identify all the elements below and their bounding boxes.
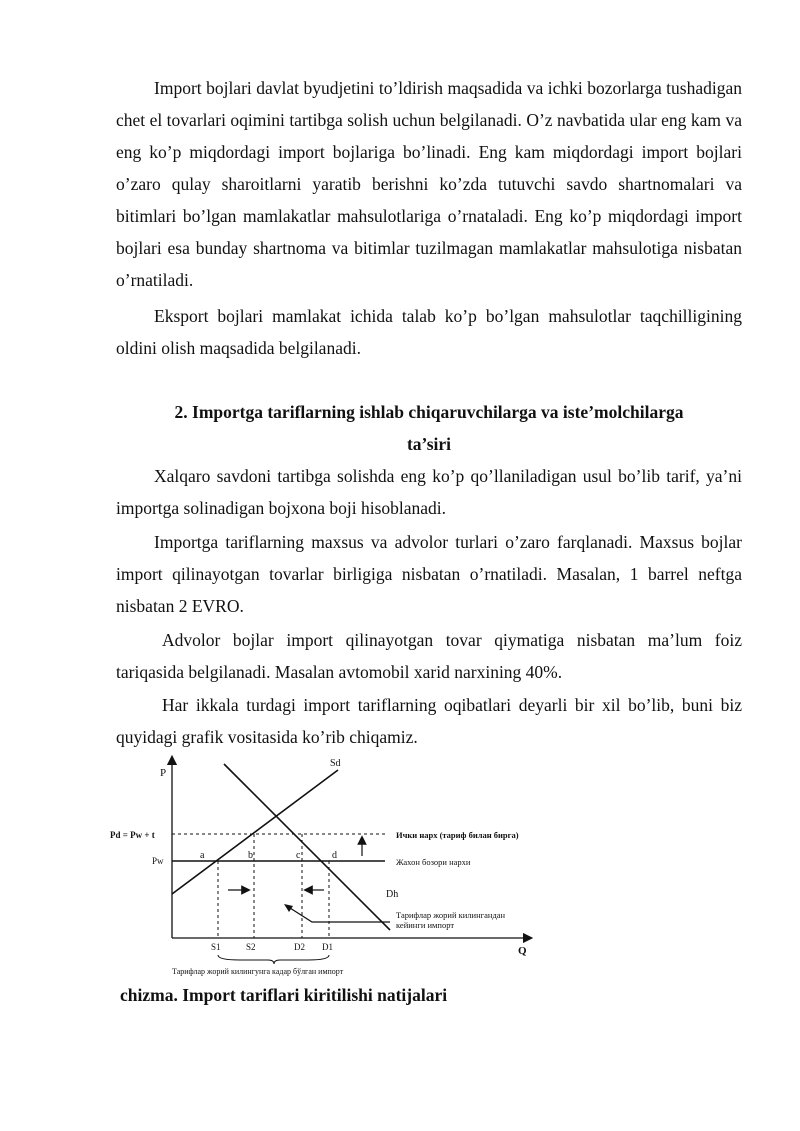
quantity-d2: D2	[294, 942, 305, 952]
figure-caption: chizma. Import tariflari kiritilishi natijalari	[120, 985, 448, 1005]
import-after-arrowhead	[284, 904, 293, 912]
point-c: c	[296, 850, 301, 861]
quantity-s2: S2	[246, 942, 256, 952]
demand-curve	[224, 764, 390, 930]
world-price-label: Pw	[152, 856, 164, 866]
point-b: b	[248, 850, 253, 861]
point-d: d	[332, 850, 337, 861]
paragraph-export-duties: Eksport bojlari mamlakat ichida talab ko’p bo’lgan mahsulotlar taqchilligining oldini olish maqsadida belgilanadi.	[116, 306, 742, 358]
note-domestic-price: Ички нарх (тариф билан бирга)	[396, 830, 519, 840]
quantity-d1: D1	[322, 942, 333, 952]
demand-label: Dh	[386, 889, 399, 900]
axis-label-p: P	[160, 767, 167, 779]
axis-label-q: Q	[518, 945, 527, 957]
import-before-label: Тарифлар жорий килингунга кадар бўлган импорт	[172, 967, 344, 976]
quantity-s1: S1	[211, 942, 221, 952]
paragraph-import-duties: Import bojlari davlat byudjetini to’ldirish maqsadida va ichki bozorlarga tushadigan chet el tovarlari oqimini tartibga solish uchun belgilanadi. O’z navbatida ular eng kam va eng ko’p miqdordagi import bojlariga bo’linadi. Eng kam miqdordagi import bojlari o’zaro qulay sharoitlarni yaratib berishni ko’zda tutuvchi savdo shartnomalari va bitimlari bo’lgan mamlakatlar mahsulotlariga o’rnataladi. Eng ko’p miqdordagi import bojlari esa bunday shartnoma va bitimlar tuzilmagan mamlakatlar mahsulotiga nisbatan o’rnatiladi.	[116, 78, 742, 290]
section-heading-line2: ta’siri	[406, 434, 452, 454]
section-heading-line1: 2. Importga tariflarning ishlab chiqaruvchilarga va iste’molchilarga	[174, 402, 684, 422]
note-import-after-line2: кейинги импорт	[396, 920, 455, 930]
note-import-after-line1: Тарифлар жорий килингандан	[396, 910, 506, 920]
import-brace	[218, 955, 329, 964]
supply-curve	[172, 770, 338, 894]
paragraph-tariff-types: Importga tariflarning maxsus va advolor turlari o’zaro farqlanadi. Maxsus bojlar import qilinayotgan tovarlar birligiga nisbatan o’rnatiladi. Masalan, 1 barrel neftga nisbatan 2 EVRO.	[116, 532, 742, 616]
note-world-price: Жахон бозори нархи	[396, 857, 471, 867]
supply-label: Sd	[330, 758, 341, 769]
price-with-tariff-label: Pd = Pw + t	[110, 830, 155, 840]
paragraph-ad-valorem: Advolor bojlar import qilinayotgan tovar qiymatiga nisbatan ma’lum foiz tariqasida belgilanadi. Masalan avtomobil xarid narxining 40%.	[116, 630, 742, 682]
paragraph-graph-intro: Har ikkala turdagi import tariflarning oqibatlari deyarli bir xil bo’lib, buni biz quyidagi grafik vositasida ko’rib chiqamiz.	[116, 695, 742, 747]
paragraph-tariff-method: Xalqaro savdoni tartibga solishda eng ko’p qo’llaniladigan usul bo’lib tarif, ya’ni importga solinadigan bojxona boji hisoblanadi.	[116, 466, 742, 518]
point-a: a	[200, 850, 205, 861]
tariff-effect-diagram	[100, 752, 560, 976]
